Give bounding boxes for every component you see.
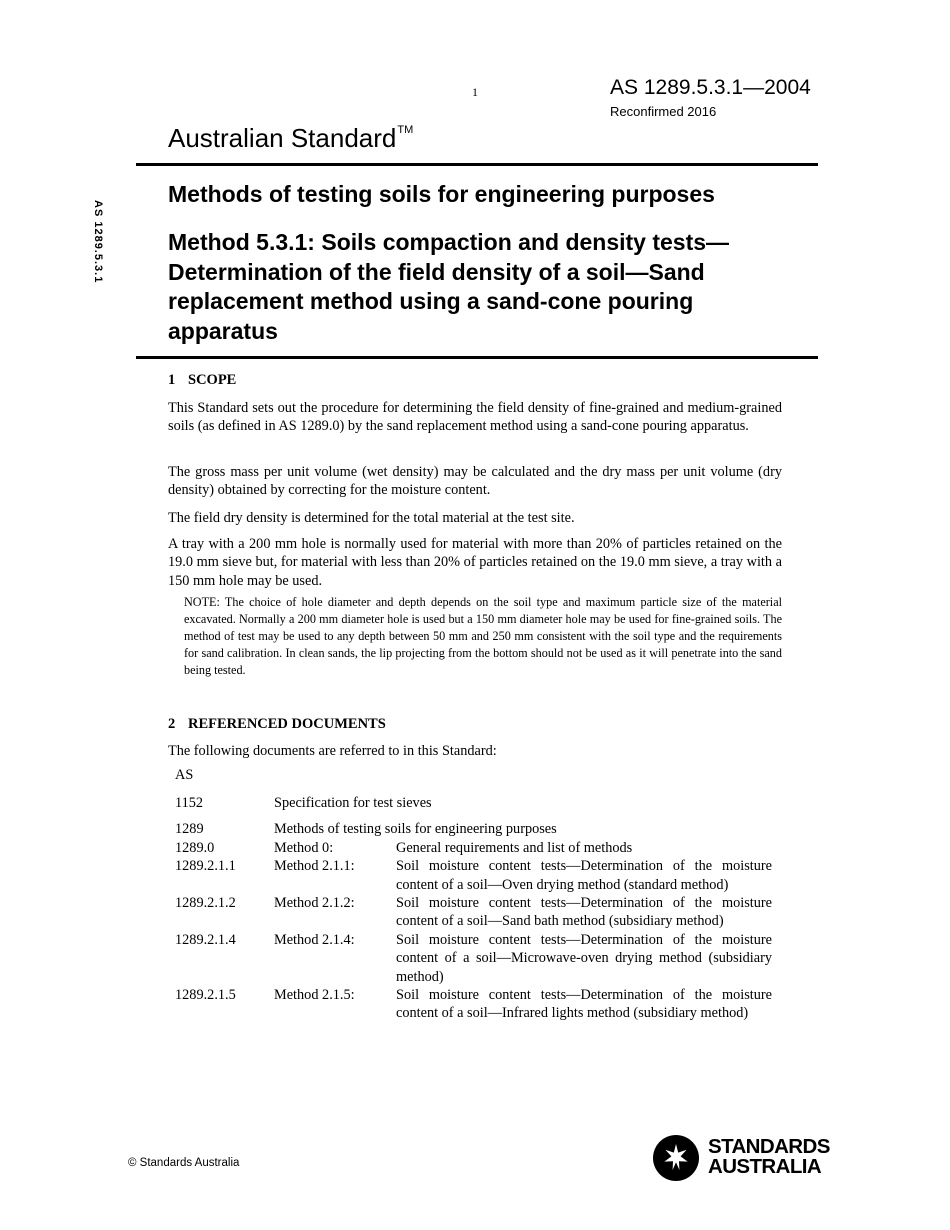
list-item [175,986,775,1023]
side-standard-label: AS 1289.5.3.1 [92,200,104,284]
list-item [175,839,775,857]
ref-title: Soil moisture content tests—Determination of the moisture content of a soil—Microwave-oven drying method (subsidiary method) [396,931,772,985]
section-title: REFERENCED DOCUMENTS [188,716,386,732]
ref-method: Method 2.1.2: [274,895,355,912]
main-title: Methods of testing soils for engineering purposes [168,181,715,207]
ref-method: Method 2.1.5: [274,987,355,1004]
scope-paragraph-1: This Standard sets out the procedure for determining the field density of fine-grained and medium-grained soils (as defined in AS 1289.0) by the sand replacement method using a sand-cone pouring apparatus. [168,400,782,435]
ref-code: 1289.2.1.2 [175,895,236,912]
ref-code: 1289.2.1.5 [175,987,236,1004]
list-item [175,894,775,931]
section-heading-referenced-documents [168,716,386,733]
copyright-notice: © Standards Australia [128,1157,240,1169]
ref-code: 1152 [175,795,204,811]
list-item [175,931,775,986]
scope-note: NOTE: The choice of hole diameter and depth depends on the soil type and maximum particle size of the material excavated. Normally a 200 mm diameter hole is used but a 150 mm diameter hole may be used for fine-grained soils. The method of test may be used to any depth between 50 mm and 250 mm consistent with the soil type and the requirements for sand calibration. In clean sands, the lip projecting from the bottom should not be used as it will penetrate into the sand being tested. [184,595,782,677]
list-item [175,794,775,812]
ref-code: 1289 [175,821,204,838]
ref-title: General requirements and list of methods [396,839,633,856]
logo-line-2: AUSTRALIA [708,1155,822,1178]
ref-title: Soil moisture content tests—Determination of the moisture content of a soil—Sand bath method (subsidiary method) [396,895,772,930]
ref-title: Soil moisture content tests—Determination of the moisture content of a soil—Oven drying method (standard method) [396,858,772,893]
logo-text [708,1137,830,1177]
ref-method: Method 2.1.4: [274,931,355,948]
standard-number: AS 1289.5.3.1—2004 [610,76,811,99]
ref-method: Method 0: [274,839,334,856]
document-type [168,123,413,154]
ref-code: 1289.0 [175,839,215,856]
ref-title: Soil moisture content tests—Determination of the moisture content of a soil—Infrared lights method (subsidiary method) [396,987,772,1022]
trademark-mark: TM [397,124,414,136]
references-intro: The following documents are referred to in this Standard: [168,743,497,759]
ref-method: Method 2.1.1: [274,858,355,875]
logo-line-1: STANDARDS [708,1135,830,1158]
ref-code: 1289.2.1.4 [175,931,236,948]
list-item [175,857,775,894]
page-number: 1 [472,85,478,99]
scope-paragraph-2: The gross mass per unit volume (wet density) may be calculated and the dry mass per unit volume (dry density) obtained by correcting for the moisture content. [168,464,782,499]
references-list [175,794,775,1023]
scope-paragraph-4: A tray with a 200 mm hole is normally used for material with more than 20% of particles retained on the 19.0 mm sieve but, for material with less than 20% of particles retained on the 19.0 mm sieve, a tray with a 150 mm hole may be used. [168,536,782,589]
top-rule [136,163,818,166]
section-title: SCOPE [188,372,237,388]
reconfirmed-label: Reconfirmed 2016 [610,104,717,119]
ref-title: Specification for test sieves [274,795,432,811]
section-number: 1 [168,372,176,388]
section-number: 2 [168,716,176,732]
bottom-rule [136,356,818,359]
list-item [175,820,775,838]
as-label: AS [175,767,194,783]
scope-paragraph-3: The field dry density is determined for the total material at the test site. [168,510,575,526]
ref-code: 1289.2.1.1 [175,858,236,875]
section-heading-scope [168,372,236,389]
document-type-label: Australian Standard [168,123,397,153]
method-title: Method 5.3.1: Soils compaction and density tests—Determination of the field density of a soil—Sand replacement method using a sand-cone pouring apparatus [168,229,730,344]
ref-title: Methods of testing soils for engineering purposes [274,821,557,838]
